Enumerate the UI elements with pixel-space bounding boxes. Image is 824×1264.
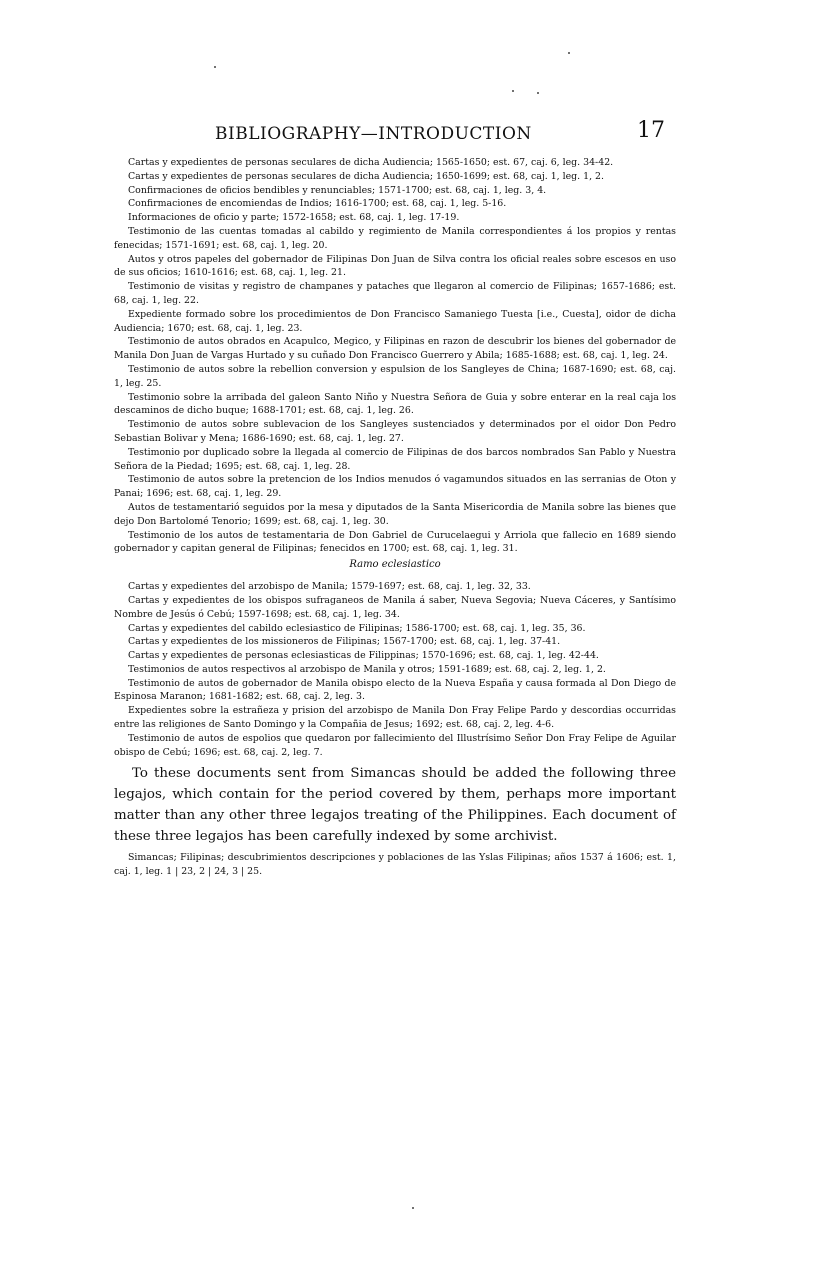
- scan-speck: [537, 92, 539, 94]
- bibliography-entry: Testimonio de visitas y registro de champanes y pataches que llegaron al comercio de Filipinas; 1657-1686; est. 68, caj. 1, leg. 22.: [114, 281, 676, 306]
- bibliography-entry: Expediente formado sobre los procedimientos de Don Francisco Samaniego Tuesta [i.e., Cuesta], oidor de dicha Audiencia; 1670; est. 68, caj. 1, leg. 23.: [114, 308, 676, 334]
- bibliography-entry: Testimonio de autos de gobernador de Manila obispo electo de la Nueva España y causa formada al Don Diego de Espinosa Maranon; 1681-1682; est. 68, caj. 2, leg. 3.: [114, 677, 676, 703]
- bibliography-entry: Testimonio de autos sobre la pretencion de los Indios menudos ó vagamundos situados en las serranias de Oton y Panai; 1696; est. 68, caj. 1, leg. 29.: [114, 474, 676, 500]
- bibliography-entry: Cartas y expedientes de los missioneros de Filipinas; 1567-1700; est. 68, caj. 1, leg. 37-41.: [128, 636, 561, 648]
- eclesiastico-entries: [114, 580, 676, 759]
- bibliography-entry: Cartas y expedientes de personas seculares de dicha Audiencia; 1565-1650; est. 67, caj. 6, leg. 34-42.: [128, 157, 614, 168]
- page-header: [215, 118, 665, 150]
- bibliography-entry: Confirmaciones de encomiendas de Indios; 1616-1700; est. 68, caj. 1, leg. 5-16.: [128, 198, 507, 210]
- bibliography-entry: Testimonio de autos sobre sublevacion de los Sangleyes sustenciados y determinados por el oidor Don Pedro Sebastian Bolivar y Mena; 1686-1690; est. 68, caj. 1, leg. 27.: [114, 419, 676, 444]
- bibliography-entry: Testimonios de autos respectivos al arzobispo de Manila y otros; 1591-1689; est. 68, caj. 2, leg. 1, 2.: [128, 663, 606, 675]
- bibliography-entry: Testimonio de los autos de testamentaria de Don Gabriel de Curucelaegui y Arriola que fallecio en 1689 siendo gobernador y capitan general de Filipinas; fenecidos en 1700; est. 68, caj. 1, leg. 31.: [114, 529, 676, 555]
- bibliography-entry: Testimonio por duplicado sobre la llegada al comercio de Filipinas de dos barcos nombrados San Pablo y Nuestra Señora de la Piedad; 1695; est. 68, caj. 1, leg. 28.: [114, 446, 676, 472]
- bibliography-entry: Autos y otros papeles del gobernador de Filipinas Don Juan de Silva contra los oficial reales sobre escesos en uso de sus oficios; 1610-1616; est. 68, caj. 1, leg. 21.: [114, 253, 676, 279]
- bibliography-entry: Informaciones de oficio y parte; 1572-1658; est. 68, caj. 1, leg. 17-19.: [128, 212, 460, 224]
- bibliography-entry: Confirmaciones de oficios bendibles y renunciables; 1571-1700; est. 68, caj. 1, leg. 3, 4.: [128, 184, 547, 196]
- scan-speck: [214, 66, 216, 68]
- page-number: 17: [637, 118, 665, 143]
- page-body: [114, 156, 676, 879]
- bibliography-entry: Cartas y expedientes del arzobispo de Manila; 1579-1697; est. 68, caj. 1, leg. 32, 33.: [128, 581, 531, 593]
- final-entry: Simancas; Filipinas; descubrimientos descripciones y poblaciones de las Yslas Filipinas; años 1537 á 1606; est. 1, caj. 1, leg. 1 | 23, 2 | 24, 3 | 25.: [114, 852, 676, 878]
- scan-speck: [512, 90, 514, 92]
- scan-speck: [412, 1207, 414, 1209]
- bibliography-entry: Testimonio de autos sobre la rebellion conversion y espulsion de los Sangleyes de China; 1687-1690; est. 68, caj. 1, leg. 25.: [114, 363, 676, 389]
- running-title: BIBLIOGRAPHY—INTRODUCTION: [215, 124, 532, 144]
- bibliography-entry: Testimonio de las cuentas tomadas al cabildo y regimiento de Manila correspondientes á los propios y rentas fenecidas; 1571-1691; est. 68, caj. 1, leg. 20.: [114, 225, 676, 251]
- scan-speck: [568, 52, 570, 54]
- bibliography-entry: Testimonio de autos obrados en Acapulco, Megico, y Filipinas en razon de descubrir los bienes del gobernador de Manila Don Juan de Vargas Hurtado y su cuñado Don Francisco Guerrero y Abila; 1685-1688; est. 68, caj. 1, leg. 24.: [114, 336, 676, 362]
- section-heading: Ramo eclesiastico: [349, 559, 441, 571]
- bibliography-entry: Expedientes sobre la estrañeza y prision del arzobispo de Manila Don Fray Felipe Pardo y descordias occurridas entre las religiones de Santo Domingo y la Compañia de Jesus; 1692; est. 68, caj. 2, leg. 4-6.: [114, 705, 676, 731]
- secular-entries: [114, 156, 676, 556]
- body-paragraph: To these documents sent from Simancas should be added the following three legajos, which contain for the period covered by them, perhaps more important matter than any other three legajos treating of the Philippines. Each document of these three legajos has been carefully indexed by some archivist.: [114, 766, 676, 845]
- bibliography-entry: Cartas y expedientes del cabildo eclesiastico de Filipinas; 1586-1700; est. 68, caj. 1, leg. 35, 36.: [128, 622, 586, 634]
- bibliography-entry: Cartas y expedientes de los obispos sufraganeos de Manila á saber, Nueva Segovia; Nueva Cáceres, y Santísimo Nombre de Jesús ó Cebú; 1597-1698; est. 68, caj. 1, leg. 34.: [114, 594, 676, 620]
- bibliography-entry: Cartas y expedientes de personas eclesiasticas de Filippinas; 1570-1696; est. 68, caj. 1, leg. 42-44.: [128, 650, 599, 662]
- bibliography-entry: Testimonio sobre la arribada del galeon Santo Niño y Nuestra Señora de Guia y sobre enterar en la real caja los descaminos de dicho buque; 1688-1701; est. 68, caj. 1, leg. 26.: [114, 391, 676, 417]
- bibliography-entry: Cartas y expedientes de personas seculares de dicha Audiencia; 1650-1699; est. 68, caj. 1, leg. 1, 2.: [128, 170, 605, 182]
- bibliography-entry: Autos de testamentarió seguidos por la mesa y diputados de la Santa Misericordia de Manila sobre las bienes que dejo Don Bartolomé Tenorio; 1699; est. 68, caj. 1, leg. 30.: [114, 501, 676, 527]
- bibliography-entry: Testimonio de autos de espolios que quedaron por fallecimiento del Illustrísimo Señor Don Fray Felipe de Aguilar obispo de Cebú; 1696; est. 68, caj. 2, leg. 7.: [114, 732, 676, 758]
